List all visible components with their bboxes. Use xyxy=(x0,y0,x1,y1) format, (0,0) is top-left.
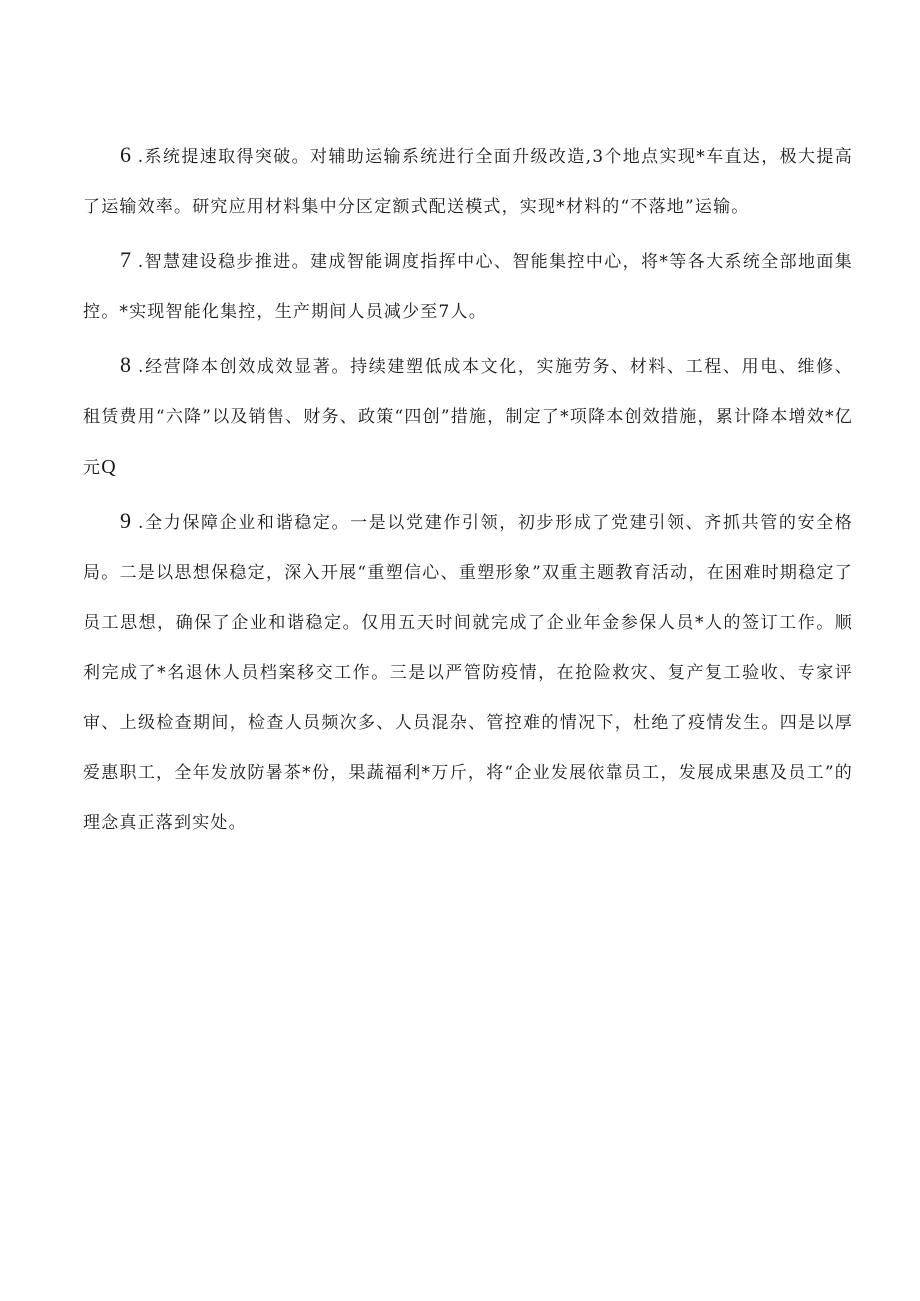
paragraph-text: .系统提速取得突破。对辅助运输系统进行全面升级改造,3个地点实现*车直达，极大提高了运输效率。研究应用材料集中分区定额式配送模式，实现*材料的“不落地”运输。 xyxy=(83,147,853,217)
paragraph-6 xyxy=(83,130,853,232)
paragraph-text: .经营降本创效成效显著。持续建塑低成本文化，实施劳务、材料、工程、用电、维修、租赁费用“六降”以及销售、财务、政策“四创”措施，制定了*项降本创效措施，累计降本增效*亿元 xyxy=(83,357,853,478)
paragraph-number: 7 xyxy=(120,247,131,272)
paragraph-number: 9 xyxy=(120,508,131,533)
paragraph-9 xyxy=(83,496,853,848)
paragraph-text: .全力保障企业和谐稳定。一是以党建作引领，初步形成了党建引领、齐抓共管的安全格局。二是以思想保稳定，深入开展“重塑信心、重塑形象”双重主题教育活动，在困难时期稳定了员工思想，确保了企业和谐稳定。仅用五天时间就完成了企业年金参保人员*人的签订工作。顺利完成了*名退休人员档案移交工作。三是以严管防疫情，在抢险救灾、复产复工验收、专家评审、上级检查期间，检查人员频次多、人员混杂、管控难的情况下，杜绝了疫情发生。四是以厚爱惠职工，全年发放防暑茶*份，果蔬福利*万斤，将“企业发展依靠员工，发展成果惠及员工”的理念真正落到实处。 xyxy=(83,513,853,833)
paragraph-text: .智慧建设稳步推进。建成智能调度指挥中心、智能集控中心，将*等各大系统全部地面集控。*实现智能化集控，生产期间人员减少至7人。 xyxy=(83,252,853,322)
paragraph-number: 6 xyxy=(120,142,131,167)
document-page xyxy=(83,130,853,851)
paragraph-number: 8 xyxy=(120,352,131,377)
paragraph-7 xyxy=(83,235,853,337)
paragraph-8 xyxy=(83,340,853,493)
paragraph-tail-glyph: Q xyxy=(101,456,117,478)
